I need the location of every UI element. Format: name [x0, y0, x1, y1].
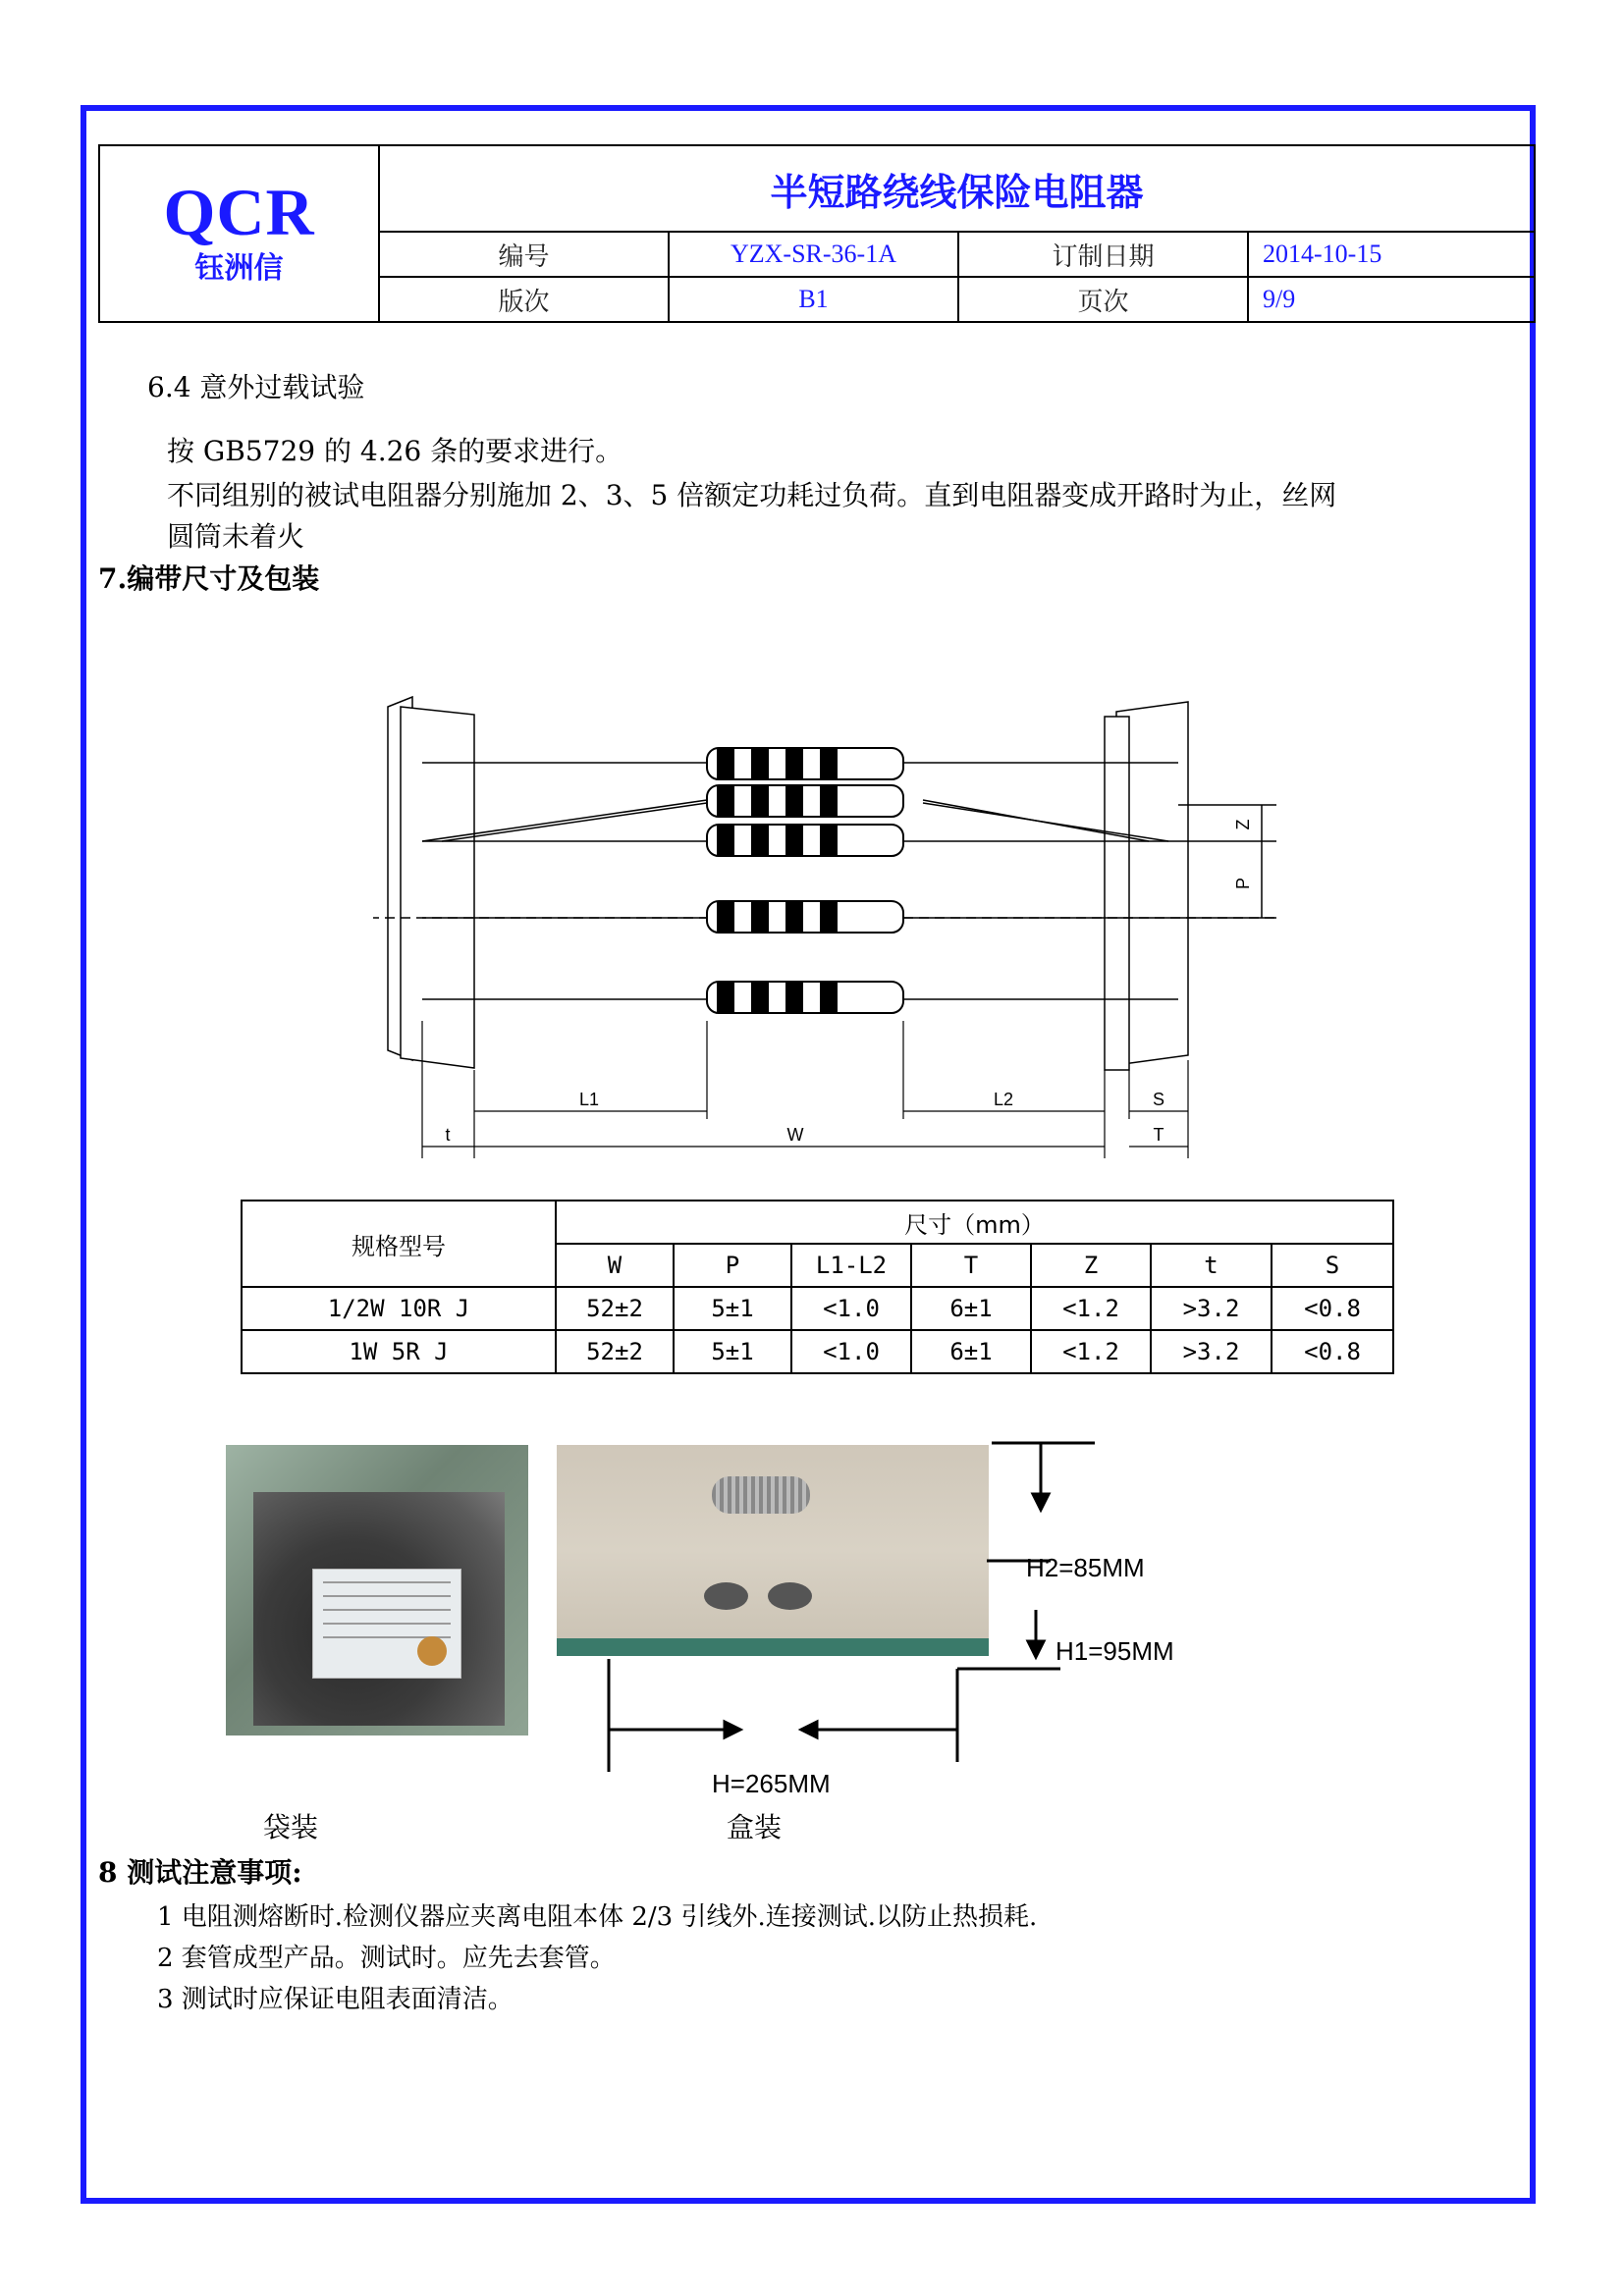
- spec-subheader: L1-L2: [791, 1244, 911, 1287]
- section-8-item1: 1 电阻测熔断时.检测仪器应夹离电阻本体 2/3 引线外.连接测试.以防止热损耗.: [157, 1902, 1038, 1932]
- document-header: [98, 144, 1536, 323]
- page-value: 9/9: [1248, 277, 1535, 322]
- label-S: S: [1152, 1090, 1165, 1109]
- label-W: W: [786, 1125, 804, 1145]
- spec-cell: >3.2: [1151, 1287, 1272, 1330]
- spec-cell: <0.8: [1272, 1287, 1393, 1330]
- company-logo: [99, 145, 379, 322]
- table-row: [242, 1330, 1393, 1373]
- section-8-heading: 8 测试注意事项:: [98, 1856, 302, 1889]
- logo-text: QCR: [163, 175, 315, 249]
- spec-header-model: 规格型号: [242, 1201, 556, 1287]
- spec-cell: 6±1: [911, 1330, 1031, 1373]
- spec-subheader: T: [911, 1244, 1031, 1287]
- box-height-h1: H1=95MM: [1056, 1636, 1174, 1666]
- spec-cell: <0.8: [1272, 1330, 1393, 1373]
- spec-cell: 6±1: [911, 1287, 1031, 1330]
- section-6-4-line2: 不同组别的被试电阻器分别施加 2、3、5 倍额定功耗过负荷。直到电阻器变成开路时为止，丝网: [167, 479, 1337, 511]
- section-8-item3: 3 测试时应保证电阻表面清洁。: [157, 1985, 514, 2014]
- spec-cell: 52±2: [556, 1287, 674, 1330]
- spec-subheader: t: [1151, 1244, 1272, 1287]
- label-t: t: [445, 1125, 451, 1145]
- spec-model: 1/2W 10R J: [242, 1287, 556, 1330]
- spec-cell: 52±2: [556, 1330, 674, 1373]
- box-dimension-lines: [589, 1433, 1178, 1787]
- section-6-4-line1: 按 GB5729 的 4.26 条的要求进行。: [167, 435, 623, 467]
- box-height-h2: H2=85MM: [1026, 1553, 1145, 1582]
- spec-cell: <1.0: [791, 1330, 911, 1373]
- table-row: [242, 1287, 1393, 1330]
- spec-cell: <1.0: [791, 1287, 911, 1330]
- spec-cell: <1.2: [1031, 1287, 1151, 1330]
- spec-subheader: S: [1272, 1244, 1393, 1287]
- bag-packaging-photo: [226, 1445, 528, 1735]
- version-value: B1: [669, 277, 958, 322]
- section-7-heading: 7.编带尺寸及包装: [98, 562, 320, 595]
- bag-caption: 袋装: [263, 1811, 319, 1843]
- page-label: 页次: [958, 277, 1248, 322]
- code-label: 编号: [379, 232, 669, 277]
- box-caption: 盒装: [727, 1811, 783, 1843]
- spec-subheader: W: [556, 1244, 674, 1287]
- resistor-bodies: [707, 748, 903, 1013]
- label-Z: Z: [1233, 819, 1253, 830]
- document-title: 半短路绕线保险电阻器: [379, 145, 1535, 232]
- section-6-4-heading: 6.4 意外过载试验: [147, 371, 365, 403]
- label-P: P: [1233, 877, 1253, 890]
- spec-model: 1W 5R J: [242, 1330, 556, 1373]
- spec-header-size: 尺寸（mm）: [556, 1201, 1393, 1244]
- label-L1: L1: [578, 1090, 600, 1109]
- label-T: T: [1153, 1125, 1164, 1145]
- spec-subheader: P: [674, 1244, 791, 1287]
- spec-subheader: Z: [1031, 1244, 1151, 1287]
- section-8-item2: 2 套管成型产品。测试时。应先去套管。: [157, 1944, 616, 1973]
- date-label: 订制日期: [958, 232, 1248, 277]
- version-label: 版次: [379, 277, 669, 322]
- spec-table: [241, 1200, 1394, 1374]
- spec-cell: 5±1: [674, 1287, 791, 1330]
- code-value: YZX-SR-36-1A: [669, 232, 958, 277]
- spec-cell: <1.2: [1031, 1330, 1151, 1373]
- box-length-h: H=265MM: [712, 1769, 831, 1798]
- spec-cell: 5±1: [674, 1330, 791, 1373]
- logo-subtext: 钰洲信: [194, 251, 284, 286]
- date-value: 2014-10-15: [1248, 232, 1535, 277]
- section-6-4-line3: 圆筒未着火: [167, 520, 305, 553]
- label-L2: L2: [993, 1090, 1014, 1109]
- spec-cell: >3.2: [1151, 1330, 1272, 1373]
- tape-dimension-diagram: [373, 687, 1296, 1158]
